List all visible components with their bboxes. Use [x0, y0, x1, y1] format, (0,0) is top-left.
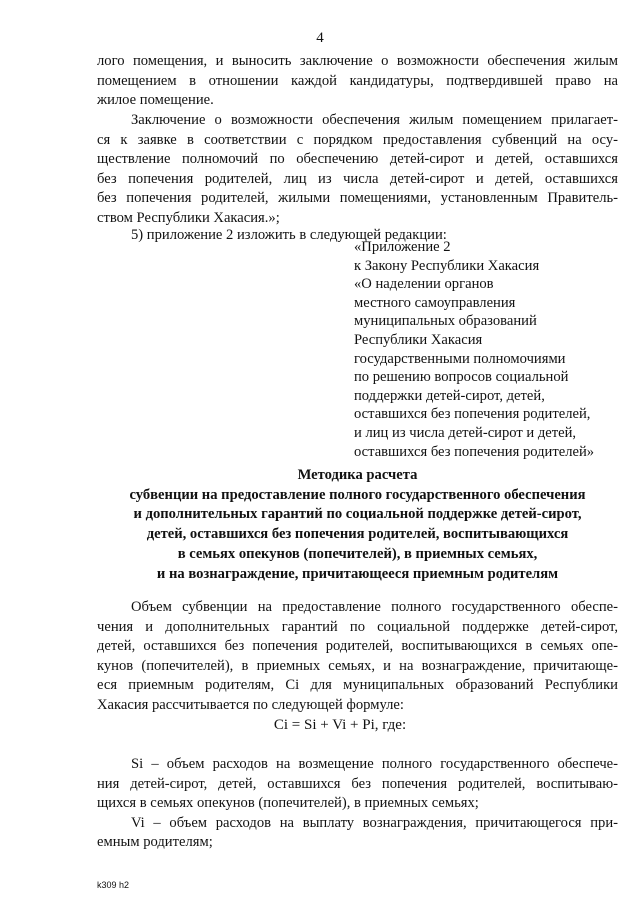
methodology-title: [97, 466, 618, 584]
formula: Ci = Si + Vi + Pi, где:: [273, 717, 407, 733]
appendix-line: оставшихся без попечения родителей»: [354, 443, 595, 460]
text-line: еся приемным родителям, Ci для муниципальных образований Республики: [97, 677, 618, 694]
text-line: детей, оставшихся без попечения родителей, воспитывающихся в семьях опе-: [97, 638, 618, 655]
text-line: Si – объем расходов на возмещение полного государственного обеспече-: [131, 756, 618, 772]
paragraph-subvention-volume: [97, 598, 618, 716]
title-line: Методика расчета: [297, 467, 418, 483]
appendix-line: «Приложение 2: [354, 239, 451, 255]
appendix-line: Республики Хакасия: [354, 331, 483, 348]
appendix-line: оставшихся без попечения родителей,: [354, 406, 591, 423]
text-line: ния детей-сирот, детей, оставшихся без попечения родителей, воспитываю-: [97, 775, 618, 792]
text-line: жилое помещение.: [97, 92, 214, 109]
paragraph-definitions: [97, 755, 618, 853]
document-code: k309 h2: [97, 880, 130, 890]
text-line: Vi – объем расходов на выплату вознаграждения, причитающегося при-: [131, 814, 618, 831]
text-line: кунов (попечителей), в приемных семьях, и на вознаграждение, причитающе-: [97, 657, 618, 674]
text-line: щихся в семьях опекунов (попечителей), в приемных семьях;: [97, 795, 479, 812]
text-line: Хакасия рассчитывается по следующей формуле:: [97, 696, 404, 713]
paragraph-continuation: [97, 52, 618, 111]
text-line: чения и дополнительных гарантий по социальной поддержке детей-сирот,: [97, 618, 618, 635]
title-line: субвенции на предоставление полного государственного обеспечения: [129, 486, 586, 503]
title-line: и на вознаграждение, причитающееся приемным родителям: [156, 565, 559, 582]
paragraph-conclusion: [97, 111, 618, 229]
appendix-line: поддержки детей-сирот, детей,: [354, 387, 545, 404]
text-line: емным родителям;: [97, 834, 213, 851]
text-line: Заключение о возможности обеспечения жилым помещением прилагает-: [131, 112, 618, 128]
page-number: 4: [316, 30, 324, 46]
appendix-header: [354, 238, 594, 461]
text-line: помещением в отношении каждой кандидатуры, подтвердившей право на: [97, 72, 618, 89]
text-line: без попечения родителей, лиц из числа детей-сирот и детей, оставшихся: [97, 170, 618, 187]
appendix-line: к Закону Республики Хакасия: [354, 257, 540, 274]
appendix-line: «О наделении органов: [354, 276, 494, 293]
text-line: ся к заявке в соответствии с порядком предоставления субвенций на осу-: [97, 131, 618, 148]
text-line: Объем субвенции на предоставление полного государственного обеспе-: [131, 599, 618, 615]
appendix-line: муниципальных образований: [354, 313, 537, 330]
text-line: ществление полномочий по обеспечению детей-сирот и детей, оставшихся: [97, 151, 618, 168]
appendix-line: по решению вопросов социальной: [354, 369, 569, 386]
appendix-line: государственными полномочиями: [354, 350, 566, 367]
appendix-line: и лиц из числа детей-сирот и детей,: [354, 424, 577, 441]
title-line: детей, оставшихся без попечения родителей, воспитывающихся: [146, 526, 569, 543]
title-line: и дополнительных гарантий по социальной поддержке детей-сирот,: [133, 506, 582, 523]
amendment-item-5: 5) приложение 2 изложить в следующей редакции:: [131, 227, 447, 243]
text-line: ством Республики Хакасия.»;: [97, 209, 280, 226]
text-line: без попечения родителей, жилыми помещениями, установленным Правитель-: [97, 190, 618, 207]
appendix-line: местного самоуправления: [354, 294, 516, 311]
text-line: лого помещения, и выносить заключение о возможности обеспечения жилым: [97, 53, 618, 69]
title-line: в семьях опекунов (попечителей), в приемных семьях,: [177, 545, 538, 562]
